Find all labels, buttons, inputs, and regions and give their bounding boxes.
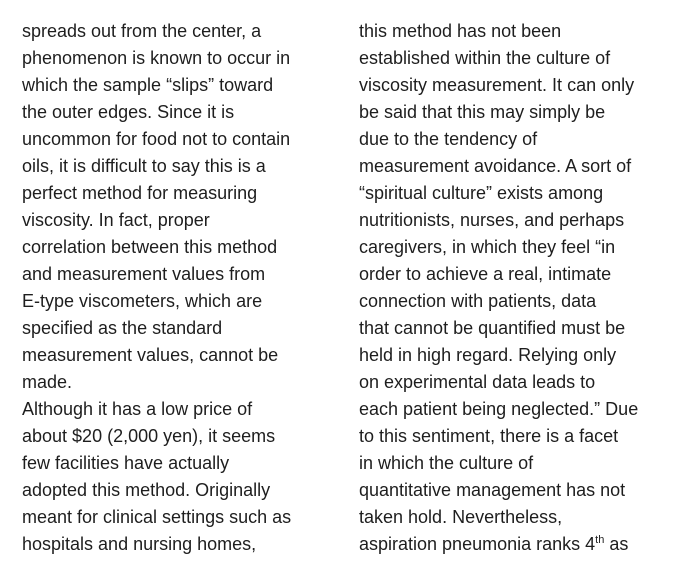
text-line: about $20 (2,000 yen), it seems	[22, 426, 276, 446]
text-line: be said that this may simply be	[359, 102, 606, 122]
text-line: due to the tendency of	[359, 129, 538, 149]
text-line: uncommon for food not to contain	[22, 129, 291, 149]
text-line-with-superscript	[359, 531, 659, 558]
text-line: that cannot be quantified must be	[359, 318, 626, 338]
text-line: adopted this method. Originally	[22, 480, 271, 500]
text-line: established within the culture of	[359, 48, 611, 68]
text-line: nutritionists, nurses, and perhaps	[359, 210, 625, 230]
text-line: specified as the standard	[22, 318, 223, 338]
text-line: correlation between this method	[22, 237, 278, 257]
text-line: viscosity. In fact, proper	[22, 210, 210, 230]
text-line: measurement values, cannot be	[22, 345, 279, 365]
text-line: made.	[22, 372, 73, 392]
right-text-column	[359, 18, 659, 558]
text-line: spreads out from the center, a	[22, 21, 262, 41]
text-line: held in high regard. Relying only	[359, 345, 617, 365]
text-line: and measurement values from	[22, 264, 266, 284]
text-line: in which the culture of	[359, 453, 534, 473]
text-line: taken hold. Nevertheless,	[359, 507, 563, 527]
text-line: caregivers, in which they feel “in	[359, 237, 616, 257]
text-line: this method has not been	[359, 21, 562, 41]
text-line: which the sample “slips” toward	[22, 75, 274, 95]
ordinal-superscript: th	[595, 534, 605, 546]
text-line: viscosity measurement. It can only	[359, 75, 635, 95]
text-line: “spiritual culture” exists among	[359, 183, 604, 203]
text-line: measurement avoidance. A sort of	[359, 156, 632, 176]
text-line: few facilities have actually	[22, 453, 230, 473]
text-line: connection with patients, data	[359, 291, 597, 311]
text-line: order to achieve a real, intimate	[359, 264, 612, 284]
text-fragment: as	[604, 534, 629, 554]
text-line: meant for clinical settings such as	[22, 507, 292, 527]
text-line: quantitative management has not	[359, 480, 626, 500]
text-line: the outer edges. Since it is	[22, 102, 235, 122]
text-fragment: aspiration pneumonia ranks 4	[359, 534, 596, 554]
left-text-column	[22, 18, 327, 558]
text-line: perfect method for measuring	[22, 183, 258, 203]
text-line: phenomenon is known to occur in	[22, 48, 291, 68]
text-line: Although it has a low price of	[22, 399, 253, 419]
text-line: oils, it is difficult to say this is a	[22, 156, 266, 176]
text-line: on experimental data leads to	[359, 372, 596, 392]
text-line: E-type viscometers, which are	[22, 291, 263, 311]
text-line: hospitals and nursing homes,	[22, 534, 257, 554]
text-line: each patient being neglected.” Due	[359, 399, 639, 419]
text-line: to this sentiment, there is a facet	[359, 426, 619, 446]
